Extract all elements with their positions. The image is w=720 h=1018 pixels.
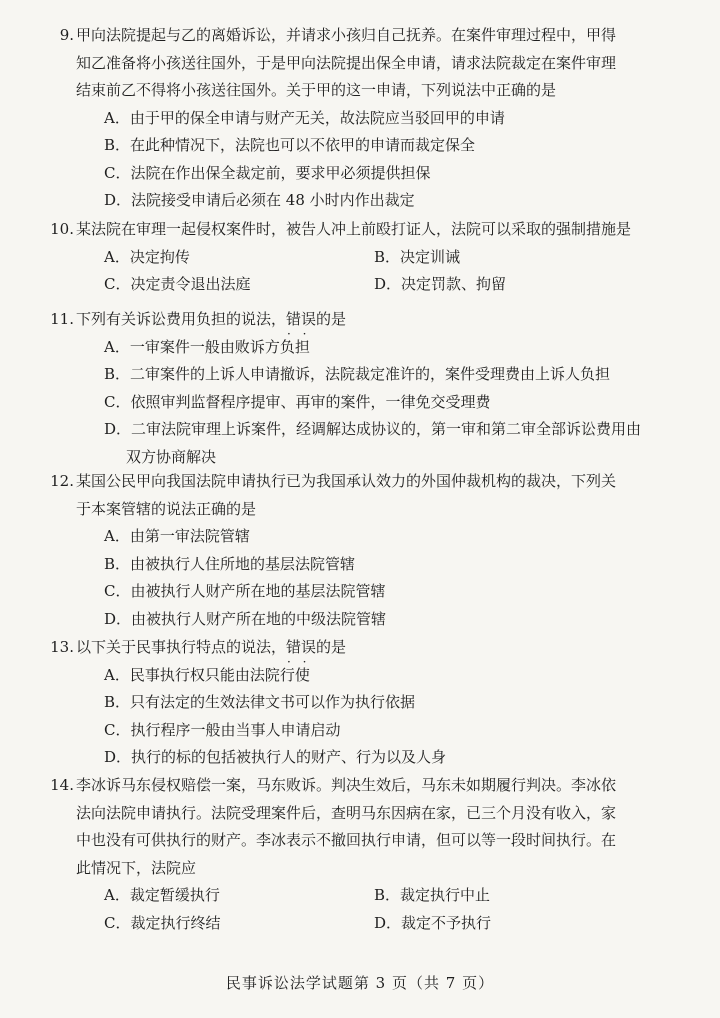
question-14 bbox=[50, 772, 656, 937]
option-b: B．由被执行人住所地的基层法院管辖 bbox=[104, 554, 356, 573]
option-b: B．决定训诫 bbox=[374, 247, 461, 266]
option-b: B．只有法定的生效法律文书可以作为执行依据 bbox=[104, 693, 416, 711]
option-c: C．法院在作出保全裁定前，要求甲必须提供担保 bbox=[104, 163, 431, 182]
page-footer: 民事诉讼法学试题第 3 页（共 7 页） bbox=[225, 974, 495, 992]
question-12 bbox=[50, 468, 656, 633]
option-c: C．由被执行人财产所在地的基层法院管辖 bbox=[104, 582, 386, 600]
option-d: D．二审法院审理上诉案件，经调解达成协议的，第一审和第二审全部诉讼费用由 bbox=[104, 420, 642, 438]
option-b: B．二审案件的上诉人申请撤诉，法院裁定准许的，案件受理费由上诉人负担 bbox=[104, 365, 611, 383]
question-number: 12. bbox=[50, 472, 74, 490]
emphasis-word: 错误 · · bbox=[286, 310, 316, 328]
question-number: 14. bbox=[50, 776, 74, 794]
question-stem-line: 某法院在审理一起侵权案件时，被告人冲上前殴打证人，法院可以采取的强制措施是 bbox=[76, 220, 632, 238]
question-stem-line: 中也没有可供执行的财产。李冰表示不撤回执行申请，但可以等一段时间执行。在 bbox=[76, 831, 617, 849]
question-stem-line: 结束前乙不得将小孩送往国外。关于甲的这一申请，下列说法中正确的是 bbox=[76, 81, 557, 99]
question-stem-line: 甲向法院提起与乙的离婚诉讼，并请求小孩归自己抚养。在案件审理过程中，甲得 bbox=[76, 26, 617, 44]
question-11 bbox=[50, 306, 656, 471]
option-a: A．裁定暂缓执行 bbox=[104, 886, 220, 904]
question-13 bbox=[50, 634, 656, 772]
question-stem-line: 某国公民甲向我国法院申请执行已为我国承认效力的外国仲裁机构的裁决，下列关 bbox=[76, 472, 617, 490]
option-d: D．由被执行人财产所在地的中级法院管辖 bbox=[104, 609, 387, 628]
option-a: A．决定拘传 bbox=[104, 247, 190, 266]
option-b: B．在此种情况下，法院也可以不依甲的申请而裁定保全 bbox=[104, 136, 476, 154]
option-b: B．裁定执行中止 bbox=[374, 886, 491, 904]
stem-text: 下列有关诉讼费用负担的说法， bbox=[76, 310, 287, 328]
option-row bbox=[104, 882, 656, 910]
option-c: C．执行程序一般由当事人申请启动 bbox=[104, 720, 341, 739]
question-stem-line: 于本案管辖的说法正确的是 bbox=[76, 499, 257, 518]
option-c: C．裁定执行终结 bbox=[104, 913, 221, 932]
question-9 bbox=[59, 22, 656, 215]
stem-text: 以下关于民事执行特点的说法， bbox=[76, 638, 287, 656]
question-stem-line: 知乙准备将小孩送往国外，于是甲向法院提出保全申请，请求法院裁定在案件审理 bbox=[76, 53, 617, 72]
question-10 bbox=[50, 216, 656, 299]
question-stem-line: 李冰诉马东侵权赔偿一案，马东败诉。判决生效后，马东未如期履行判决。李冰依 bbox=[76, 776, 617, 794]
question-number: 13. bbox=[50, 638, 74, 656]
option-d-continuation: 双方协商解决 bbox=[126, 447, 217, 466]
option-row bbox=[104, 271, 656, 299]
question-stem-line: 法向法院申请执行。法院受理案件后，查明马东因病在家，已三个月没有收入，家 bbox=[76, 803, 617, 822]
question-stem-line bbox=[76, 634, 656, 662]
option-a: A．一审案件一般由败诉方负担 bbox=[104, 337, 310, 356]
option-row bbox=[104, 244, 656, 272]
option-row bbox=[104, 910, 656, 938]
question-number: 11. bbox=[50, 310, 74, 328]
option-a: A．由第一审法院管辖 bbox=[104, 527, 250, 545]
stem-text: 的是 bbox=[316, 638, 347, 656]
question-stem-line bbox=[76, 306, 656, 334]
emphasis-word: 错误 · · bbox=[286, 638, 316, 656]
option-d: D．裁定不予执行 bbox=[374, 913, 492, 932]
option-a: A．民事执行权只能由法院行使 bbox=[104, 665, 310, 684]
question-stem-line: 此情况下，法院应 bbox=[76, 858, 197, 877]
option-c: C．决定责令退出法庭 bbox=[104, 275, 251, 293]
question-number: 10. bbox=[50, 220, 74, 238]
stem-text: 的是 bbox=[316, 310, 347, 328]
option-d: D．决定罚款、拘留 bbox=[374, 275, 507, 293]
option-a: A．由于甲的保全申请与财产无关，故法院应当驳回甲的申请 bbox=[104, 108, 505, 127]
option-d: D．法院接受申请后必须在 48 小时内作出裁定 bbox=[104, 191, 415, 209]
question-number: 9. bbox=[59, 26, 74, 44]
option-d: D．执行的标的包括被执行人的财产、行为以及人身 bbox=[104, 748, 447, 766]
option-c: C．依照审判监督程序提审、再审的案件，一律免交受理费 bbox=[104, 392, 491, 411]
